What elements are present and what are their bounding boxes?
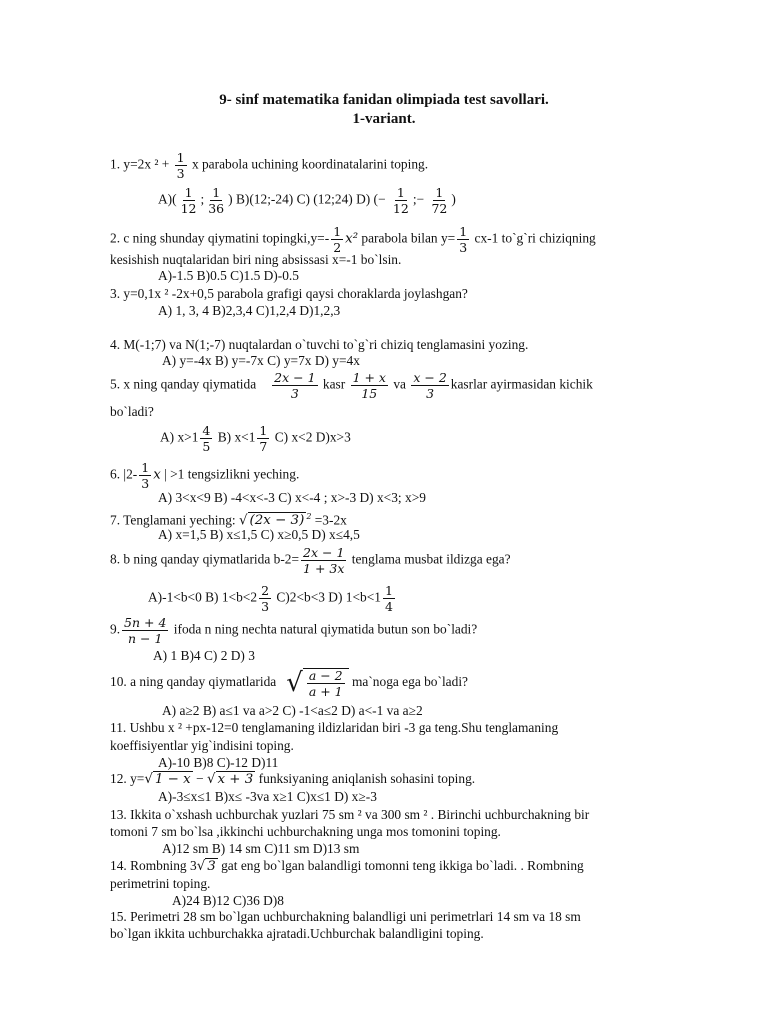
question-3: 3. y=0,1x ² -2x+0,5 parabola grafigi qaysi choraklarda joylashgan? (110, 286, 468, 301)
fraction: $\frac{a - 2}{a + 1}$ (308, 668, 343, 699)
question-6: 6. |2- $\frac{1}{3}$ x | >1 tengsizlikni yeching. (110, 460, 300, 491)
fraction: $\frac{1}{3}$ (141, 460, 150, 491)
question-9: 9. $\frac{5n + 4}{n - 1}$ ifoda n ning nechta natural qiymatida butun son bo`ladi? (110, 615, 478, 646)
fraction: $\frac{1 + x}{15}$ (352, 370, 386, 401)
fraction: $\frac{1}{4}$ (384, 583, 393, 614)
fraction: $\frac{2}{3}$ (261, 583, 270, 614)
fraction: $\frac{1}{7}$ (259, 423, 268, 454)
fraction: $\frac{2x - 1}{1 + 3x}$ (303, 545, 345, 576)
question-7-options: A) x=1,5 B) x≤1,5 C) x≥0,5 D) x≤4,5 (158, 527, 360, 542)
fraction: $\frac{x - 2}{3}$ (413, 370, 447, 401)
fraction: $\frac{1}{36}$ (208, 185, 225, 216)
question-11: 11. Ushbu x ² +px-12=0 tenglamaning ildizlaridan biri -3 ga teng.Shu tenglamaning (110, 720, 559, 735)
question-10-options: A) a≥2 B) a≤1 va a>2 C) -1<a≤2 D) a<-1 va a≥2 (162, 703, 423, 718)
question-1: 1. y=2x ² + $\frac{1}{3}$ x parabola uchining koordinatalarini toping. (110, 150, 429, 181)
question-15-line-2: bo`lgan ikkita uchburchakka ajratadi.Uchburchak balandligini toping. (110, 926, 484, 941)
question-5: 5. x ning qanday qiymatida $\frac{2x - 1}{3}$ kasr $\frac{1 + x}{15}$ va $\frac{x - 2}{3}$ kasrlar ayirmasidan kichik (110, 370, 593, 401)
square-root: √ $\frac{a - 2}{a + 1}$ (286, 668, 348, 698)
question-5-line-2: bo`ladi? (110, 404, 154, 419)
document-title: 9- sinf matematika fanidan olimpiada test savollari. (219, 92, 549, 108)
question-11-options: A)-10 B)8 C)-12 D)11 (158, 755, 279, 770)
question-12: 12. y=√ 1 − x − √ x + 3 funksiyaning aniqlanish sohasini toping. (110, 771, 476, 787)
question-5-options: A) x>1 $\frac{4}{5}$ B) x<1 $\frac{1}{7}$ C) x<2 D)x>3 (160, 423, 351, 454)
question-13: 13. Ikkita o`xshash uchburchak yuzlari 75 sm ² va 300 sm ² . Birinchi uchburchakning bir (110, 807, 590, 822)
question-8-options: A)-1<b<0 B) 1<b<2 $\frac{2}{3}$ C)2<b<3 D) 1<b<1 $\frac{1}{4}$ (148, 583, 393, 614)
square-root: √ 3 (196, 859, 216, 874)
question-2: 2. c ning shunday qiymatini topingki,y=- $\frac{1}{2}$ x² parabola bilan y= $\frac{1}{3}$ cx-1 to`g`ri chiziqning (110, 224, 596, 255)
question-4-options: A) y=-4x B) y=-7x C) y=7x D) y=4x (162, 353, 360, 368)
question-11-line-2: koeffisiyentlar yig`indisini toping. (110, 738, 294, 753)
question-15: 15. Perimetri 28 sm bo`lgan uchburchakning balandligi uni perimetrlari 14 sm va 18 sm (110, 909, 581, 924)
question-4: 4. M(-1;7) va N(1;-7) nuqtalardan o`tuvchi to`g`ri chiziq tenglamasini yozing. (110, 337, 529, 352)
question-14-options: A)24 B)12 C)36 D)8 (172, 893, 284, 908)
question-3-options: A) 1, 3, 4 B)2,3,4 C)1,2,4 D)1,2,3 (158, 303, 341, 318)
fraction: $\frac{1}{3}$ (459, 224, 468, 255)
question-2-options: A)-1.5 B)0.5 C)1.5 D)-0.5 (158, 268, 299, 283)
question-13-line-2: tomoni 7 sm bo`lsa ,ikkinchi uchburchakning unga mos tomonini toping. (110, 824, 501, 839)
question-1-options: A)( $\frac{1}{12}$ ; $\frac{1}{36}$ ) B)(12;-24) C) (12;24) D) (− $\frac{1}{12}$ ;− $\frac{1}{72}$ ) (158, 185, 456, 216)
question-2-line-2: kesishish nuqtalaridan biri ning absissasi x=-1 bo`lsin. (110, 252, 402, 267)
fraction: $\frac{1}{12}$ (180, 185, 197, 216)
question-14: 14. Rombning 3√ 3 gat eng bo`lgan balandligi tomonni teng ikkiga bo`ladi. . Rombning (110, 858, 584, 874)
fraction: $\frac{5n + 4}{n - 1}$ (124, 615, 167, 646)
question-6-options: A) 3<x<9 B) -4<x<-3 C) x<-4 ; x>-3 D) x<3; x>9 (158, 490, 426, 505)
fraction: $\frac{1}{12}$ (392, 185, 409, 216)
fraction: $\frac{1}{72}$ (431, 185, 448, 216)
question-9-options: A) 1 B)4 C) 2 D) 3 (153, 648, 255, 663)
question-7: 7. Tenglamani yeching: √ (2x − 3) $^2$ =3-2x (110, 509, 347, 529)
fraction: $\frac{4}{5}$ (202, 423, 211, 454)
question-10: 10. a ning qanday qiymatlarida √ $\frac{a - 2}{a + 1}$ ma`noga ega bo`ladi? (110, 668, 468, 699)
question-13-options: A)12 sm B) 14 sm C)11 sm D)13 sm (162, 841, 360, 856)
fraction: $\frac{2x - 1}{3}$ (274, 370, 316, 401)
question-14-line-2: perimetrini toping. (110, 876, 211, 891)
square-root: √ (2x − 3) $^2$ (238, 512, 312, 529)
fraction: $\frac{1}{2}$ (333, 224, 342, 255)
square-root: √ 1 − x (144, 772, 191, 787)
square-root: √ x + 3 (206, 772, 254, 787)
variant-title: 1-variant. (352, 111, 416, 127)
question-8: 8. b ning qanday qiymatlarida b-2= $\frac{2x - 1}{1 + 3x}$ tenglama musbat ildizga ega? (110, 545, 511, 576)
question-12-options: A)-3≤x≤1 B)x≤ -3va x≥1 C)x≤1 D) x≥-3 (158, 789, 377, 804)
fraction: $\frac{1}{3}$ (176, 150, 185, 181)
